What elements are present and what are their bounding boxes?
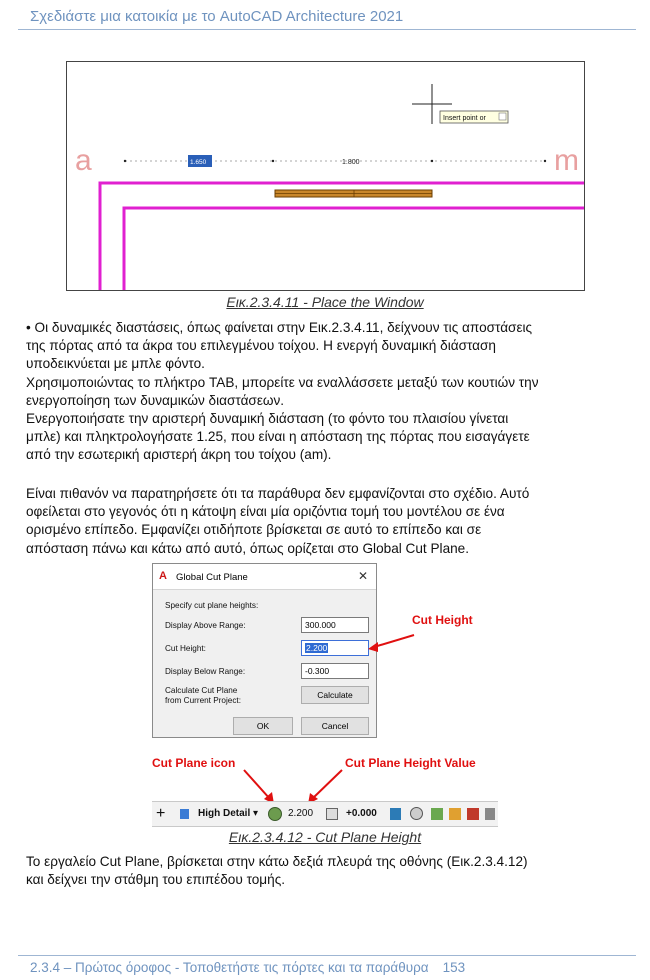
figure1-caption: Εικ.2.3.4.11 - Place the Window [226, 294, 424, 310]
elevation-icon[interactable] [326, 808, 338, 820]
label-m: m [554, 144, 579, 177]
annotation-cut-plane-icon: Cut Plane icon [152, 756, 236, 770]
text-line: Χρησιμοποιώντας το πλήκτρο TAB, μπορείτε να εναλλάσσετε μεταξύ των κουτιών την [26, 374, 539, 390]
arrow-cut-height-head [368, 642, 378, 652]
label-a: a [75, 144, 92, 177]
ok-button[interactable]: OK [233, 717, 293, 735]
autocad-logo-icon: A [159, 570, 167, 582]
arrow-cut-plane-icon [244, 770, 270, 799]
paragraph-cut-plane-tool [26, 853, 626, 889]
text-line: μπλε) και πληκτρολογήσατε 1.25, που είναι η απόσταση της πόρτας που εισαγάγετε [26, 429, 530, 445]
text-line: και δείχνει την στάθμη του επιπέδου τομής. [26, 872, 286, 888]
running-footer [30, 960, 465, 975]
annotation-cut-plane-value: Cut Plane Height Value [345, 756, 476, 770]
dim-tick-left [124, 160, 126, 162]
dim-active-value: 1.650 [190, 159, 207, 166]
text-line: από την εσωτερική αριστερή άκρη του τοίχου (am). [26, 447, 332, 463]
text-line: • Οι δυναμικές διαστάσεις, όπως φαίνεται στην Εικ.2.3.4.11, δείχνουν τις αποστάσεις [26, 320, 533, 335]
text-line: υποδεικνύεται με μπλε φόντο. [26, 356, 205, 372]
text-line: Το εργαλείο Cut Plane, βρίσκεται στην κάτω δεξιά πλευρά της οθόνης (Εικ.2.3.4.12) [26, 854, 528, 869]
text-line: ορισμένο επίπεδο. Εμφανίζει οτιδήποτε βρίσκεται σε αυτό το επίπεδο και σε [26, 522, 482, 538]
paragraph-cut-plane [26, 485, 626, 558]
add-icon[interactable]: + [156, 805, 166, 822]
tooltip-arrow-icon [499, 113, 506, 120]
dialog-title: Global Cut Plane [176, 572, 248, 583]
cut-plane-value[interactable]: 2.200 [288, 808, 314, 819]
cancel-button[interactable]: Cancel [301, 717, 369, 735]
header-divider [18, 29, 636, 30]
wall-inner-line [124, 208, 585, 291]
cad-viewport [67, 62, 585, 291]
running-header: Σχεδιάστε μια κατοικία με το AutoCAD Architecture 2021 [30, 8, 404, 25]
paragraph-dynamic-dimensions [26, 319, 626, 465]
detail-level-icon[interactable] [180, 809, 189, 819]
annotation-icon[interactable] [449, 808, 461, 820]
text-line: Είναι πιθανόν να παρατηρήσετε ότι τα παράθυρα δεν εμφανίζονται στο σχέδιο. Αυτό [26, 486, 530, 501]
text-line: ενεργοποίηση των δυναμικών διαστάσεων. [26, 392, 285, 408]
workspace-icon[interactable] [467, 808, 479, 820]
above-range-input[interactable]: 300.000 [301, 617, 369, 633]
heading-label: Specify cut plane heights: [165, 601, 259, 610]
detail-level-dropdown[interactable]: High Detail ▾ [198, 808, 259, 819]
elevation-value[interactable]: +0.000 [346, 808, 377, 819]
close-icon[interactable]: ✕ [358, 569, 369, 583]
arrow-cut-plane-value [312, 770, 342, 799]
arrow-cut-height [374, 635, 414, 647]
annotation-cut-height: Cut Height [412, 613, 473, 627]
dim-tick-right [431, 160, 433, 162]
calculate-label-line2: from Current Project: [165, 696, 241, 705]
customize-icon[interactable] [485, 808, 495, 820]
below-range-label: Display Below Range: [165, 667, 246, 676]
calculate-button[interactable]: Calculate [301, 686, 369, 704]
display-config-icon[interactable] [431, 808, 443, 820]
isolate-icon[interactable] [410, 807, 423, 820]
layer-icon[interactable] [390, 808, 401, 820]
text-line: απόσταση πάνω και κάτω από αυτό, όπως ορίζεται στο Global Cut Plane. [26, 540, 470, 556]
dim-tick-end [544, 160, 546, 162]
footer-section-title: 2.3.4 – Πρώτος όροφος - Τοποθετήστε τις πόρτες και τα παράθυρα [30, 960, 429, 975]
figure2-caption: Εικ.2.3.4.12 - Cut Plane Height [228, 829, 422, 845]
calculate-label-line1: Calculate Cut Plane [165, 686, 238, 695]
dim-value: 1.800 [342, 159, 360, 166]
figure-cut-plane-height [152, 563, 498, 828]
cut-plane-icon[interactable] [268, 807, 282, 821]
annotation-arrows [152, 563, 498, 828]
tooltip-text: Insert point or [443, 115, 486, 122]
dim-tick-mid [272, 160, 274, 162]
status-bar [152, 801, 498, 827]
text-line: οφείλεται στο γεγονός ότι η κάτοψη είναι μία οριζόντια τομή του μοντέλου σε ένα [26, 504, 505, 520]
cut-height-value: 2.200 [306, 643, 328, 653]
wall-outer-line [100, 183, 585, 291]
text-line: της πόρτας από τα άκρα του επιλεγμένου τοίχου. Η ενεργή δυναμική διάσταση [26, 338, 496, 354]
cut-height-label: Cut Height: [165, 644, 206, 653]
text-line: Ενεργοποιήσατε την αριστερή δυναμική διάσταση (το φόντο του πλαισίου γίνεται [26, 411, 509, 427]
footer-divider [18, 955, 636, 956]
page-number: 153 [442, 960, 466, 975]
figure-place-window [66, 61, 585, 291]
above-range-label: Display Above Range: [165, 621, 246, 630]
below-range-input[interactable]: -0.300 [301, 663, 369, 679]
